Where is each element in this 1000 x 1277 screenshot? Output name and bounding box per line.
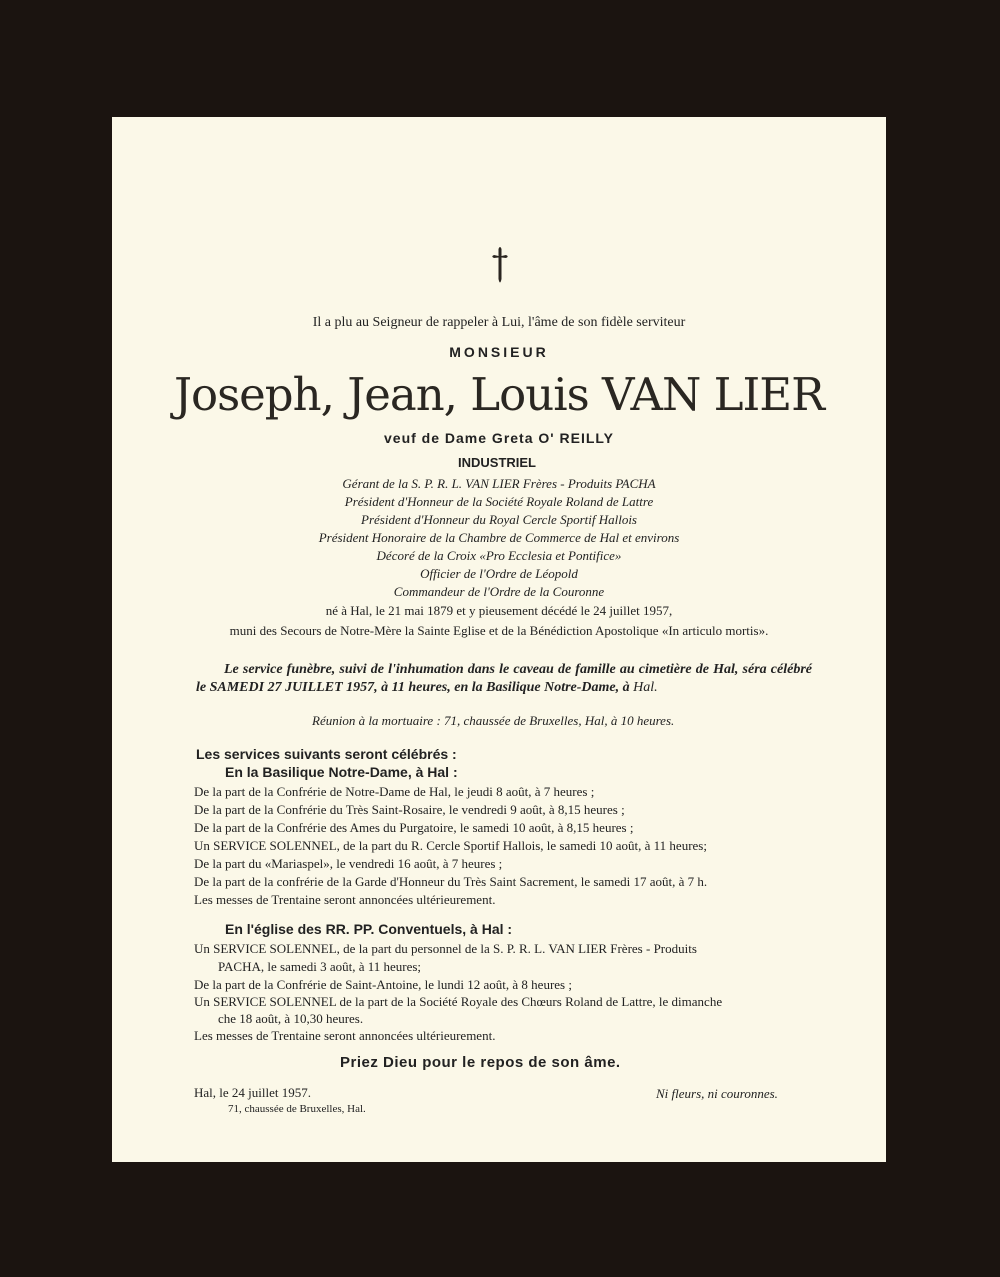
title-line: Commandeur de l'Ordre de la Couronne [393, 584, 605, 599]
widower-line: veuf de Dame Greta O' REILLY [384, 430, 614, 446]
title-line: Président d'Honneur du Royal Cercle Sportif Hallois [361, 512, 637, 527]
service-line: Les messes de Trentaine seront annoncées ultérieurement. [194, 1028, 496, 1043]
service-line: De la part de la confrérie de la Garde d'Honneur du Très Saint Sacrement, le samedi 17 août, à 7 h. [194, 874, 708, 889]
service-line: che 18 août, à 10,30 heures. [218, 1011, 364, 1026]
reunion-line: Réunion à la mortuaire : 71, chaussée de Bruxelles, Hal, à 10 heures. [312, 713, 675, 728]
service-line: PACHA, le samedi 3 août, à 11 heures; [218, 959, 422, 974]
service-line: Un SERVICE SOLENNEL, de la part du personnel de la S. P. R. L. VAN LIER Frères - Produits [194, 941, 697, 956]
sacraments-line: muni des Secours de Notre-Mère la Sainte Eglise et de la Bénédiction Apostolique «In articulo mortis». [229, 623, 769, 638]
address: 71, chaussée de Bruxelles, Hal. [228, 1103, 366, 1115]
title-line: Président d'Honneur de la Société Royale Roland de Lattre [344, 494, 654, 509]
no-flowers-note: Ni fleurs, ni couronnes. [656, 1086, 778, 1101]
profession: INDUSTRIEL [458, 455, 536, 470]
service-line: De la part de la Confrérie des Ames du Purgatoire, le samedi 10 août, à 8,15 heures ; [194, 820, 634, 835]
place-date: Hal, le 24 juillet 1957. [194, 1085, 311, 1100]
services-header: Les services suivants seront célébrés : [196, 746, 457, 762]
title-line: Président Honoraire de la Chambre de Commerce de Hal et environs [318, 530, 680, 545]
funeral-service-text: Le service funèbre, suivi de l'inhumation dans le caveau de famille au cimetière de Hal, séra célébré le SAMEDI 27 JUILLET 1957, à 11 heures, en la Basilique Notre-Dame, à [196, 662, 812, 695]
service-line: De la part de la Confrérie de Notre-Dame de Hal, le jeudi 8 août, à 7 heures ; [194, 784, 595, 799]
service-line: Un SERVICE SOLENNEL de la part de la Société Royale des Chœurs Roland de Lattre, le dimanche [194, 994, 723, 1009]
service-line: Les messes de Trentaine seront annoncées ultérieurement. [194, 892, 496, 907]
conventuels-header: En l'église des RR. PP. Conventuels, à Hal : [225, 921, 513, 937]
service-line: De la part de la Confrérie de Saint-Antoine, le lundi 12 août, à 8 heures ; [194, 977, 572, 992]
basilique-header: En la Basilique Notre-Dame, à Hal : [225, 764, 458, 780]
death-notice-card [112, 117, 886, 1162]
title-line: Gérant de la S. P. R. L. VAN LIER Frères - Produits PACHA [342, 476, 656, 491]
service-line: Un SERVICE SOLENNEL, de la part du R. Cercle Sportif Hallois, le samedi 10 août, à 11 heures; [194, 838, 707, 853]
deceased-name: Joseph, Jean, Louis VAN LIER [173, 368, 825, 421]
birth-death-line: né à Hal, le 21 mai 1879 et y pieusement décédé le 24 juillet 1957, [325, 603, 673, 618]
honorific: MONSIEUR [449, 344, 549, 360]
title-line: Officier de l'Ordre de Léopold [420, 566, 578, 581]
funeral-service-paragraph [196, 661, 812, 697]
intro-text: Il a plu au Seigneur de rappeler à Lui, l'âme de son fidèle serviteur [312, 315, 686, 330]
service-line: De la part de la Confrérie du Très Saint-Rosaire, le vendredi 9 août, à 8,15 heures ; [194, 802, 625, 817]
title-line: Décoré de la Croix «Pro Ecclesia et Pontifice» [376, 548, 622, 563]
cross-icon [490, 245, 510, 287]
prayer-line: Priez Dieu pour le repos de son âme. [340, 1054, 621, 1071]
funeral-service-end: Hal. [633, 680, 658, 695]
service-line: De la part du «Mariaspel», le vendredi 16 août, à 7 heures ; [194, 856, 503, 871]
